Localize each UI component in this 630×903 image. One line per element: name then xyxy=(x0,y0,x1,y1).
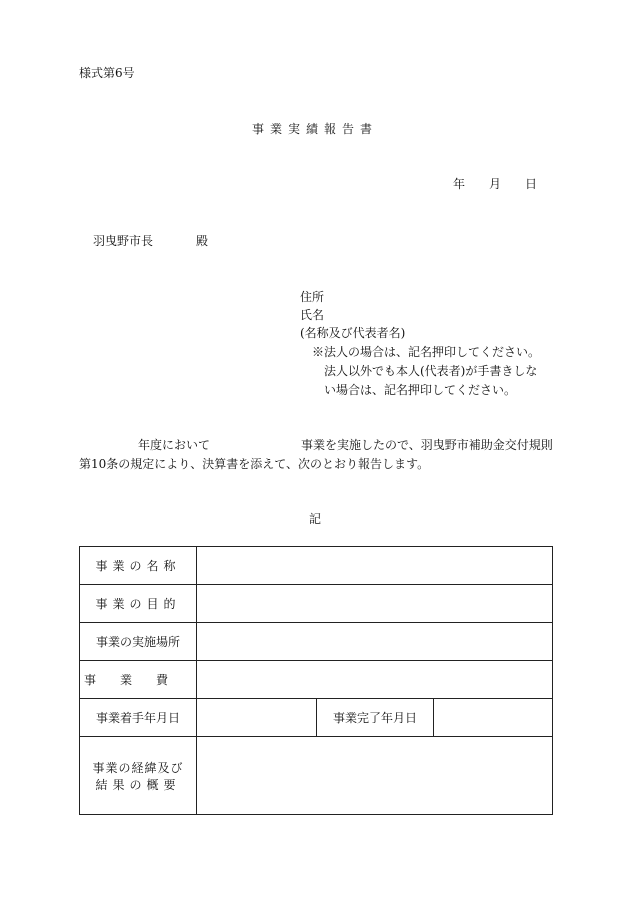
date-month-label: 月 xyxy=(489,177,502,191)
name-label: 氏名 xyxy=(300,308,325,322)
document-title: 事業実績報告書 xyxy=(251,122,378,136)
body-fiscal-year-text: 年度において xyxy=(138,438,211,452)
table-row xyxy=(80,699,553,737)
completion-date-label: 事業完了年月日 xyxy=(317,699,434,737)
progress-result-label-line1: 事業の経緯及び xyxy=(92,760,184,775)
table-row xyxy=(80,661,553,699)
progress-result-field[interactable] xyxy=(197,737,553,815)
project-name-field[interactable] xyxy=(197,547,553,585)
progress-result-label-line2: 結果の概要 xyxy=(95,777,181,792)
start-date-field[interactable] xyxy=(197,699,317,737)
addressee-honorific: 殿 xyxy=(196,234,209,248)
body-project-text: 事業を実施したので、羽曳野市補助金交付規則 xyxy=(301,438,553,452)
project-location-field[interactable] xyxy=(197,623,553,661)
project-cost-label: 事業費 xyxy=(80,661,197,699)
form-number: 様式第6号 xyxy=(79,66,135,80)
table-row xyxy=(80,737,553,815)
progress-result-label xyxy=(80,737,197,815)
start-date-label: 事業着手年月日 xyxy=(80,699,197,737)
project-purpose-label: 事業の目的 xyxy=(80,585,197,623)
name-sub-label: (名称及び代表者名) xyxy=(300,326,406,340)
date-year-label: 年 xyxy=(453,177,466,191)
ki-heading: 記 xyxy=(308,512,321,526)
address-label: 住所 xyxy=(300,290,325,304)
date-day-label: 日 xyxy=(525,177,538,191)
project-purpose-field[interactable] xyxy=(197,585,553,623)
project-cost-field[interactable] xyxy=(197,661,553,699)
project-location-label: 事業の実施場所 xyxy=(80,623,197,661)
seal-note-line3: い場合は、記名押印してください。 xyxy=(324,383,517,397)
body-regulation-text: 第10条の規定により、決算書を添えて、次のとおり報告します。 xyxy=(79,457,430,471)
seal-note-line1: ※法人の場合は、記名押印してください。 xyxy=(312,345,541,359)
report-table xyxy=(79,546,553,815)
seal-note-line2: 法人以外でも本人(代表者)が手書きしな xyxy=(324,364,538,378)
project-name-label: 事業の名称 xyxy=(80,547,197,585)
table-row xyxy=(80,585,553,623)
table-row xyxy=(80,547,553,585)
completion-date-field[interactable] xyxy=(434,699,553,737)
table-row xyxy=(80,623,553,661)
addressee-name: 羽曳野市長 xyxy=(93,234,154,248)
